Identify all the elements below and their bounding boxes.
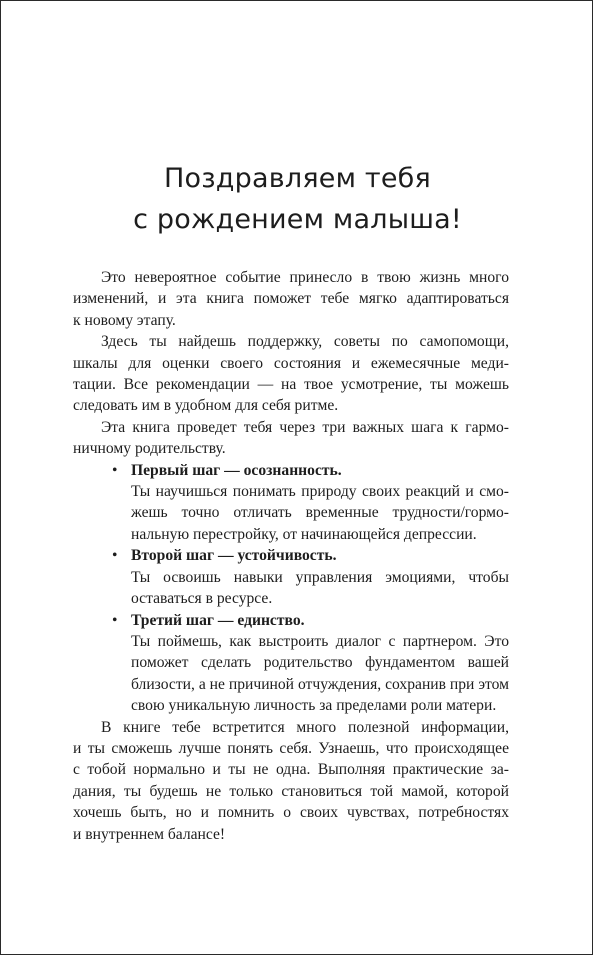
list-item-step-3 — [73, 610, 509, 717]
bullet-icon: • — [112, 461, 118, 479]
bullet-icon: • — [112, 547, 118, 565]
text-line: дания, ты будешь не только становиться той мамой, которой — [73, 782, 509, 800]
step-title: Второй шаг — устойчивость. — [131, 547, 337, 565]
list-item-step-2 — [73, 545, 509, 609]
text-line: близости, а не причиной отчуждения, сохранив при этом — [131, 675, 509, 693]
text-line: Это невероятное событие принесло в твою жизнь много — [101, 269, 509, 286]
text-line: Эта книга проведет тебя через три важных шага к гармо- — [101, 418, 509, 436]
step-title: Третий шаг — единство. — [131, 611, 305, 629]
text-line: оставаться в ресурсе. — [131, 590, 273, 608]
paragraph-closing — [73, 717, 509, 845]
page-title-line-1: Поздравляем тебя — [164, 163, 431, 194]
step-title: Первый шаг — осознанность. — [131, 461, 342, 479]
text-line: поможет сделать родительство фундаментом вашей — [131, 654, 509, 672]
step-description — [131, 481, 509, 545]
text-line: и внутреннем балансе! — [73, 825, 226, 843]
text-line: к новому этапу. — [73, 311, 176, 329]
text-line: свою уникальную личность за пределами роли матери. — [131, 697, 497, 715]
paragraph-support — [73, 331, 509, 417]
paragraph-intro — [73, 267, 509, 331]
text-line: Ты научишься понимать природу своих реакций и смо- — [131, 483, 509, 501]
text-line: Ты освоишь навыки управления эмоциями, чтобы — [131, 568, 509, 586]
bullet-icon: • — [112, 611, 118, 629]
text-line: жешь точно отличать временные трудности/гормо- — [131, 504, 509, 522]
text-line: ничному родительству. — [73, 440, 226, 458]
text-line: и ты сможешь лучше понять себя. Узнаешь, что происходящее — [73, 739, 509, 757]
page-title-line-2: с рождением малыша! — [133, 204, 462, 235]
text-line: с тобой нормально и ты не одна. Выполняя практические за- — [73, 761, 509, 779]
text-line: В книге тебе встретится много полезной информации, — [101, 718, 509, 736]
text-line: изменений, и эта книга поможет тебе мягко адаптироваться — [73, 290, 509, 308]
text-line: нальную перестройку, от начинающейся депрессии. — [131, 525, 477, 543]
list-item-step-1 — [73, 460, 509, 546]
steps-list — [73, 460, 509, 717]
step-description — [131, 631, 509, 717]
text-line: Ты поймешь, как выстроить диалог с партнером. Это — [131, 632, 509, 650]
text-line: хочешь быть, но и помнить о своих чувствах, потребностях — [73, 804, 509, 822]
text-line: Здесь ты найдешь поддержку, советы по самопомощи, — [101, 333, 509, 351]
step-description — [131, 567, 509, 610]
text-line: следовать им в удобном для себя ритме. — [73, 397, 339, 415]
text-line: тации. Все рекомендации — на твое усмотрение, ты можешь — [73, 376, 509, 394]
paragraph-steps-intro — [73, 417, 509, 460]
body-text — [73, 267, 509, 845]
text-line: шкалы для оценки своего состояния и ежемесячные меди- — [73, 354, 509, 372]
